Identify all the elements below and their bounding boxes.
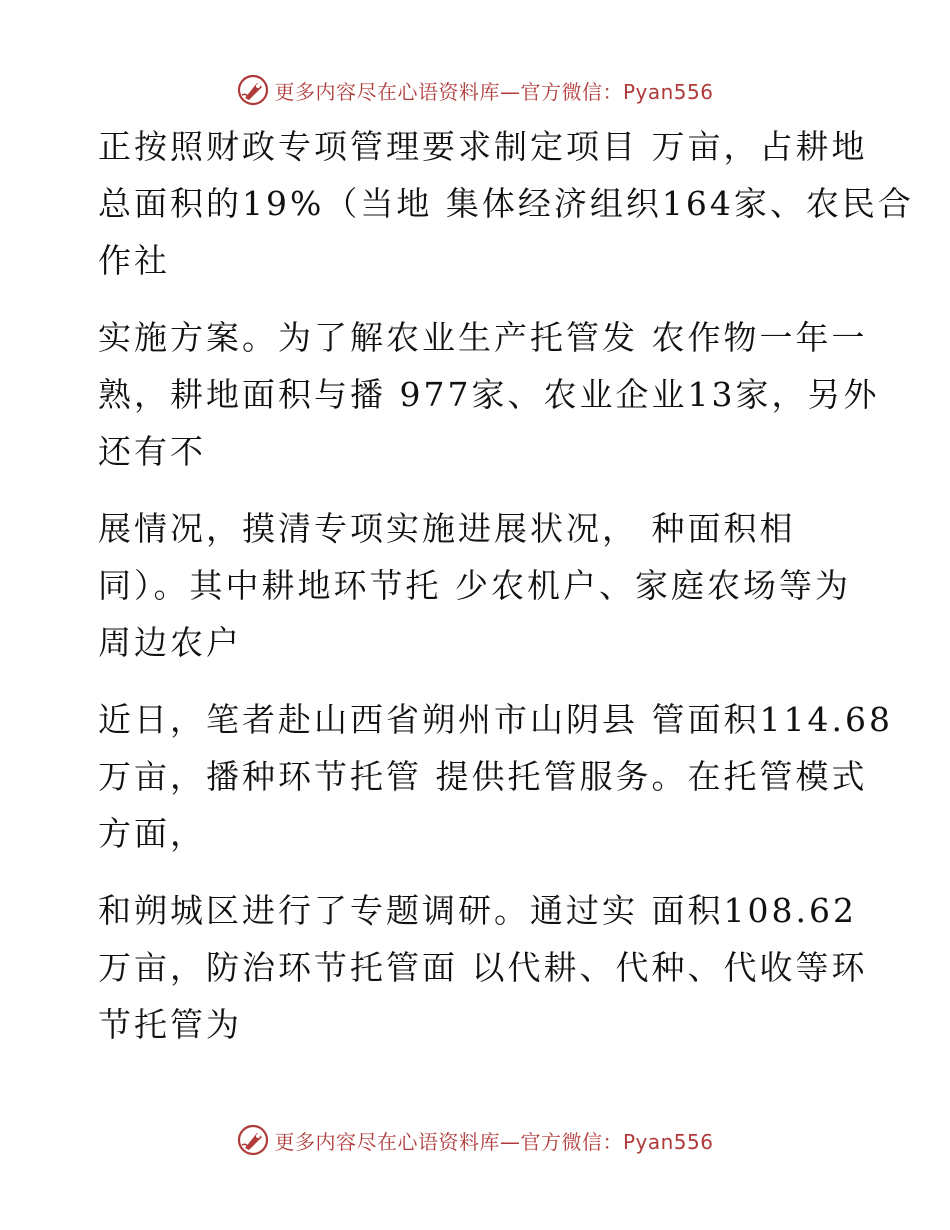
paragraph-4 (98, 691, 893, 862)
footer-banner (0, 1122, 950, 1158)
document-body (98, 118, 914, 1073)
text-line: 和朔城区进行了专题调研。通过实 面积108.62 (98, 891, 857, 930)
text-line: 方面， (98, 814, 206, 853)
text-line: 作社 (98, 241, 170, 280)
text-line: 还有不 (98, 432, 206, 471)
footer-text: 更多内容尽在心语资料库—官方微信：Pyan556 (274, 1129, 714, 1154)
text-line: 展情况，摸清专项实施进展状况， 种面积相 (98, 509, 796, 548)
text-line: 正按照财政专项管理要求制定项目 万亩，占耕地 (98, 127, 868, 166)
text-line: 节托管为 (98, 1005, 242, 1044)
header-banner (0, 72, 950, 108)
text-line: 万亩，防治环节托管面 以代耕、代种、代收等环 (98, 948, 868, 987)
paragraph-5 (98, 882, 868, 1053)
pen-nib-logo-icon (236, 1123, 270, 1157)
text-line: 总面积的19%（当地 集体经济组织164家、农民合 (98, 184, 914, 223)
text-line: 同）。其中耕地环节托 少农机户、家庭农场等为 (98, 566, 851, 605)
header-text: 更多内容尽在心语资料库—官方微信：Pyan556 (274, 79, 714, 104)
text-line: 万亩，播种环节托管 提供托管服务。在托管模式 (98, 757, 868, 796)
text-line: 实施方案。为了解农业生产托管发 农作物一年一 (98, 318, 868, 357)
paragraph-1 (98, 118, 914, 289)
text-line: 熟，耕地面积与播 977家、农业企业13家，另外 (98, 375, 880, 414)
pen-nib-logo-icon (236, 73, 270, 107)
paragraph-3 (98, 500, 868, 671)
text-line: 周边农户 (98, 623, 242, 662)
text-line: 近日，笔者赴山西省朔州市山阴县 管面积114.68 (98, 700, 893, 739)
paragraph-2 (98, 309, 880, 480)
